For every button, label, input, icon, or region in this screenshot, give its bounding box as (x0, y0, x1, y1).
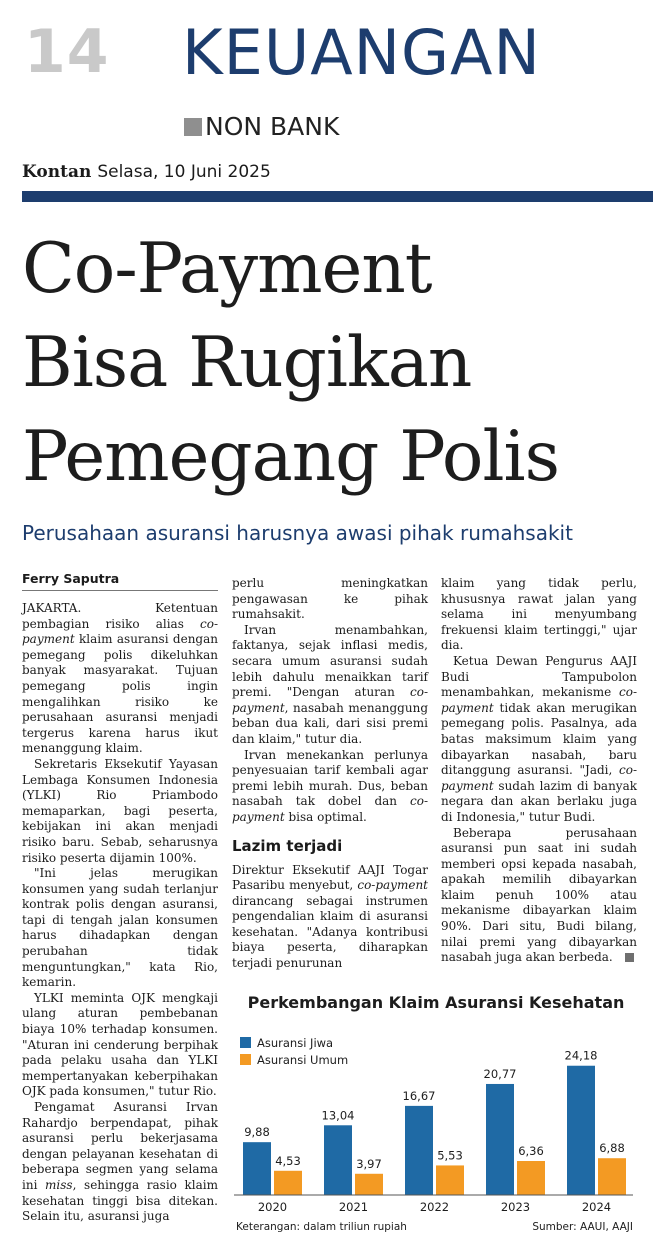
subhead: Lazim terjadi (232, 836, 343, 855)
data-label: 6,36 (518, 1143, 544, 1158)
paragraph: "Ini jelas merugikan konsumen yang sudah terlanjur kontrak polis dengan asuransi, tapi di tengah jalan konsumen harus dihadapkan dengan perubahan tidak menguntungkan," kata Rio, kemarin. (22, 866, 218, 990)
section-title: KEUANGAN (182, 16, 541, 89)
bar (486, 1084, 514, 1195)
paragraph: Beberapa perusahaan asuransi pun saat ini sudah memberi opsi kepada nasabah, apakah memilih dibayarkan klaim penuh 100% atau mekanisme dibayarkan klaim 90%. Dari situ, Budi bilang, nilai premi yang dibayarkan nasabah juga akan berbeda. (441, 825, 637, 965)
paragraph: Pengamat Asuransi Irvan Rahardjo berpendapat, pihak asuransi perlu bekerjasama dengan pelayanan kesehatan di beberapa segmen yang selama ini miss, sehingga rasio klaim kesehatan tinggi bisa ditekan. Selain itu, asuransi juga (22, 1100, 218, 1224)
data-label: 24,18 (564, 1048, 598, 1063)
article-column-1 (22, 570, 218, 1225)
legend-label: Asuransi Umum (257, 1053, 349, 1067)
data-label: 6,88 (599, 1141, 625, 1156)
col1-body (22, 601, 218, 1225)
paragraph: Sekretaris Eksekutif Yayasan Lembaga Konsumen Indonesia (YLKI) Rio Priambodo memaparkan, bagi peserta, kebijakan ini akan menjadi risiko baru. Sebab, seharusnya risiko peserta dijamin 100%. (22, 756, 218, 865)
claims-bar-chart (228, 1028, 640, 1238)
col2b-body (232, 863, 428, 972)
bar (324, 1125, 352, 1195)
date-text: Selasa, 10 Juni 2025 (97, 162, 271, 182)
byline: Ferry Saputra (22, 570, 218, 591)
publication-name: Kontan (22, 162, 92, 182)
chart-note: Keterangan: dalam triliun rupiah (236, 1221, 407, 1233)
x-tick-label: 2021 (338, 1200, 369, 1214)
x-tick-label: 2022 (419, 1200, 450, 1214)
x-tick-label: 2023 (500, 1200, 531, 1214)
paragraph: perlu meningkatkan pengawasan ke pihak rumahsakit. (232, 576, 428, 622)
data-label: 3,97 (356, 1156, 382, 1171)
data-label: 13,04 (321, 1108, 355, 1123)
end-mark-icon (625, 953, 634, 962)
bar (517, 1161, 545, 1195)
paragraph: JAKARTA. Ketentuan pembagian risiko alias co-payment klaim asuransi dengan pemegang polis dikeluhkan banyak masyarakat. Tujuan pemegang polis ingin mengalihkan risiko ke perusahaan asuransi menjadi tergerus karena harus ikut menanggung klaim. (22, 601, 218, 756)
headline-line: Pemegang Polis (22, 417, 559, 497)
paragraph: Direktur Eksekutif AAJI Togar Pasaribu menyebut, co-payment dirancang sebagai instrumen pengendalian klaim di asuransi kesehatan. "Adanya kontribusi biaya peserta, diharapkan terjadi penurunan (232, 862, 428, 971)
bar (598, 1158, 626, 1195)
bar (355, 1174, 383, 1195)
headline-line: Co-Payment (22, 229, 432, 309)
paragraph: Irvan menambahkan, faktanya, sejak inflasi medis, secara umum asuransi sudah lebih dahulu menaikkan tarif premi. "Dengan aturan co-payment, nasabah menanggung beban dua kali, dari sisi premi dan klaim," tutur dia. (232, 622, 428, 746)
headline (22, 222, 653, 504)
article-column-3 (441, 576, 637, 966)
data-label: 20,77 (483, 1066, 517, 1081)
masthead-rule (22, 191, 653, 202)
bar (243, 1142, 271, 1195)
bar (436, 1165, 464, 1195)
subsection-text: NON BANK (205, 112, 340, 141)
page-number: 14 (24, 17, 110, 87)
publication-date (22, 160, 271, 184)
legend-swatch (240, 1037, 251, 1048)
bar (405, 1106, 433, 1195)
paragraph: Ketua Dewan Pengurus AAJI Budi Tampubolon menambahkan, mekanisme co-payment tidak akan merugikan pemegang polis. Pasalnya, ada batas maksimum klaim yang dibayarkan nasabah, baru ditanggung asuransi. "Jadi, co-payment sudah lazim di banyak negara dan akan berlaku juga di Indonesia," tutur Budi. (441, 653, 637, 824)
legend-label: Asuransi Jiwa (257, 1036, 334, 1050)
legend-swatch (240, 1054, 251, 1065)
article-column-2 (232, 576, 428, 972)
data-label: 5,53 (437, 1148, 463, 1163)
bar (567, 1066, 595, 1195)
data-label: 4,53 (275, 1153, 301, 1168)
bar (274, 1171, 302, 1195)
paragraph: YLKI meminta OJK mengkaji ulang aturan pembebanan biaya 10% terhadap konsumen. "Aturan ini cenderung berpihak pada pelaku usaha dan YLKI mempertanyakan keberpihakan OJK pada konsumen," tutur Rio. (22, 990, 218, 1099)
paragraph: Irvan menekankan perlunya penyesuaian tarif kembali agar premi lebih murah. Dus, beban nasabah tak dobel dan co-payment bisa optimal. (232, 747, 428, 824)
col3-body (441, 576, 637, 966)
square-bullet-icon (184, 118, 202, 136)
article-dek: Perusahaan asuransi harusnya awasi pihak rumahsakit (22, 521, 573, 545)
chart-source: Sumber: AAUI, AAJI (532, 1221, 633, 1233)
col2-body (232, 576, 428, 826)
x-tick-label: 2020 (257, 1200, 288, 1214)
x-tick-label: 2024 (581, 1200, 612, 1214)
chart-title: Perkembangan Klaim Asuransi Kesehatan (247, 993, 625, 1012)
headline-line: Bisa Rugikan (22, 323, 472, 403)
subsection-label (184, 112, 339, 142)
data-label: 16,67 (402, 1088, 436, 1103)
paragraph: klaim yang tidak perlu, khususnya rawat jalan yang selama ini menyumbang frekuensi klaim tertinggi," ujar dia. (441, 576, 637, 653)
data-label: 9,88 (244, 1125, 270, 1140)
